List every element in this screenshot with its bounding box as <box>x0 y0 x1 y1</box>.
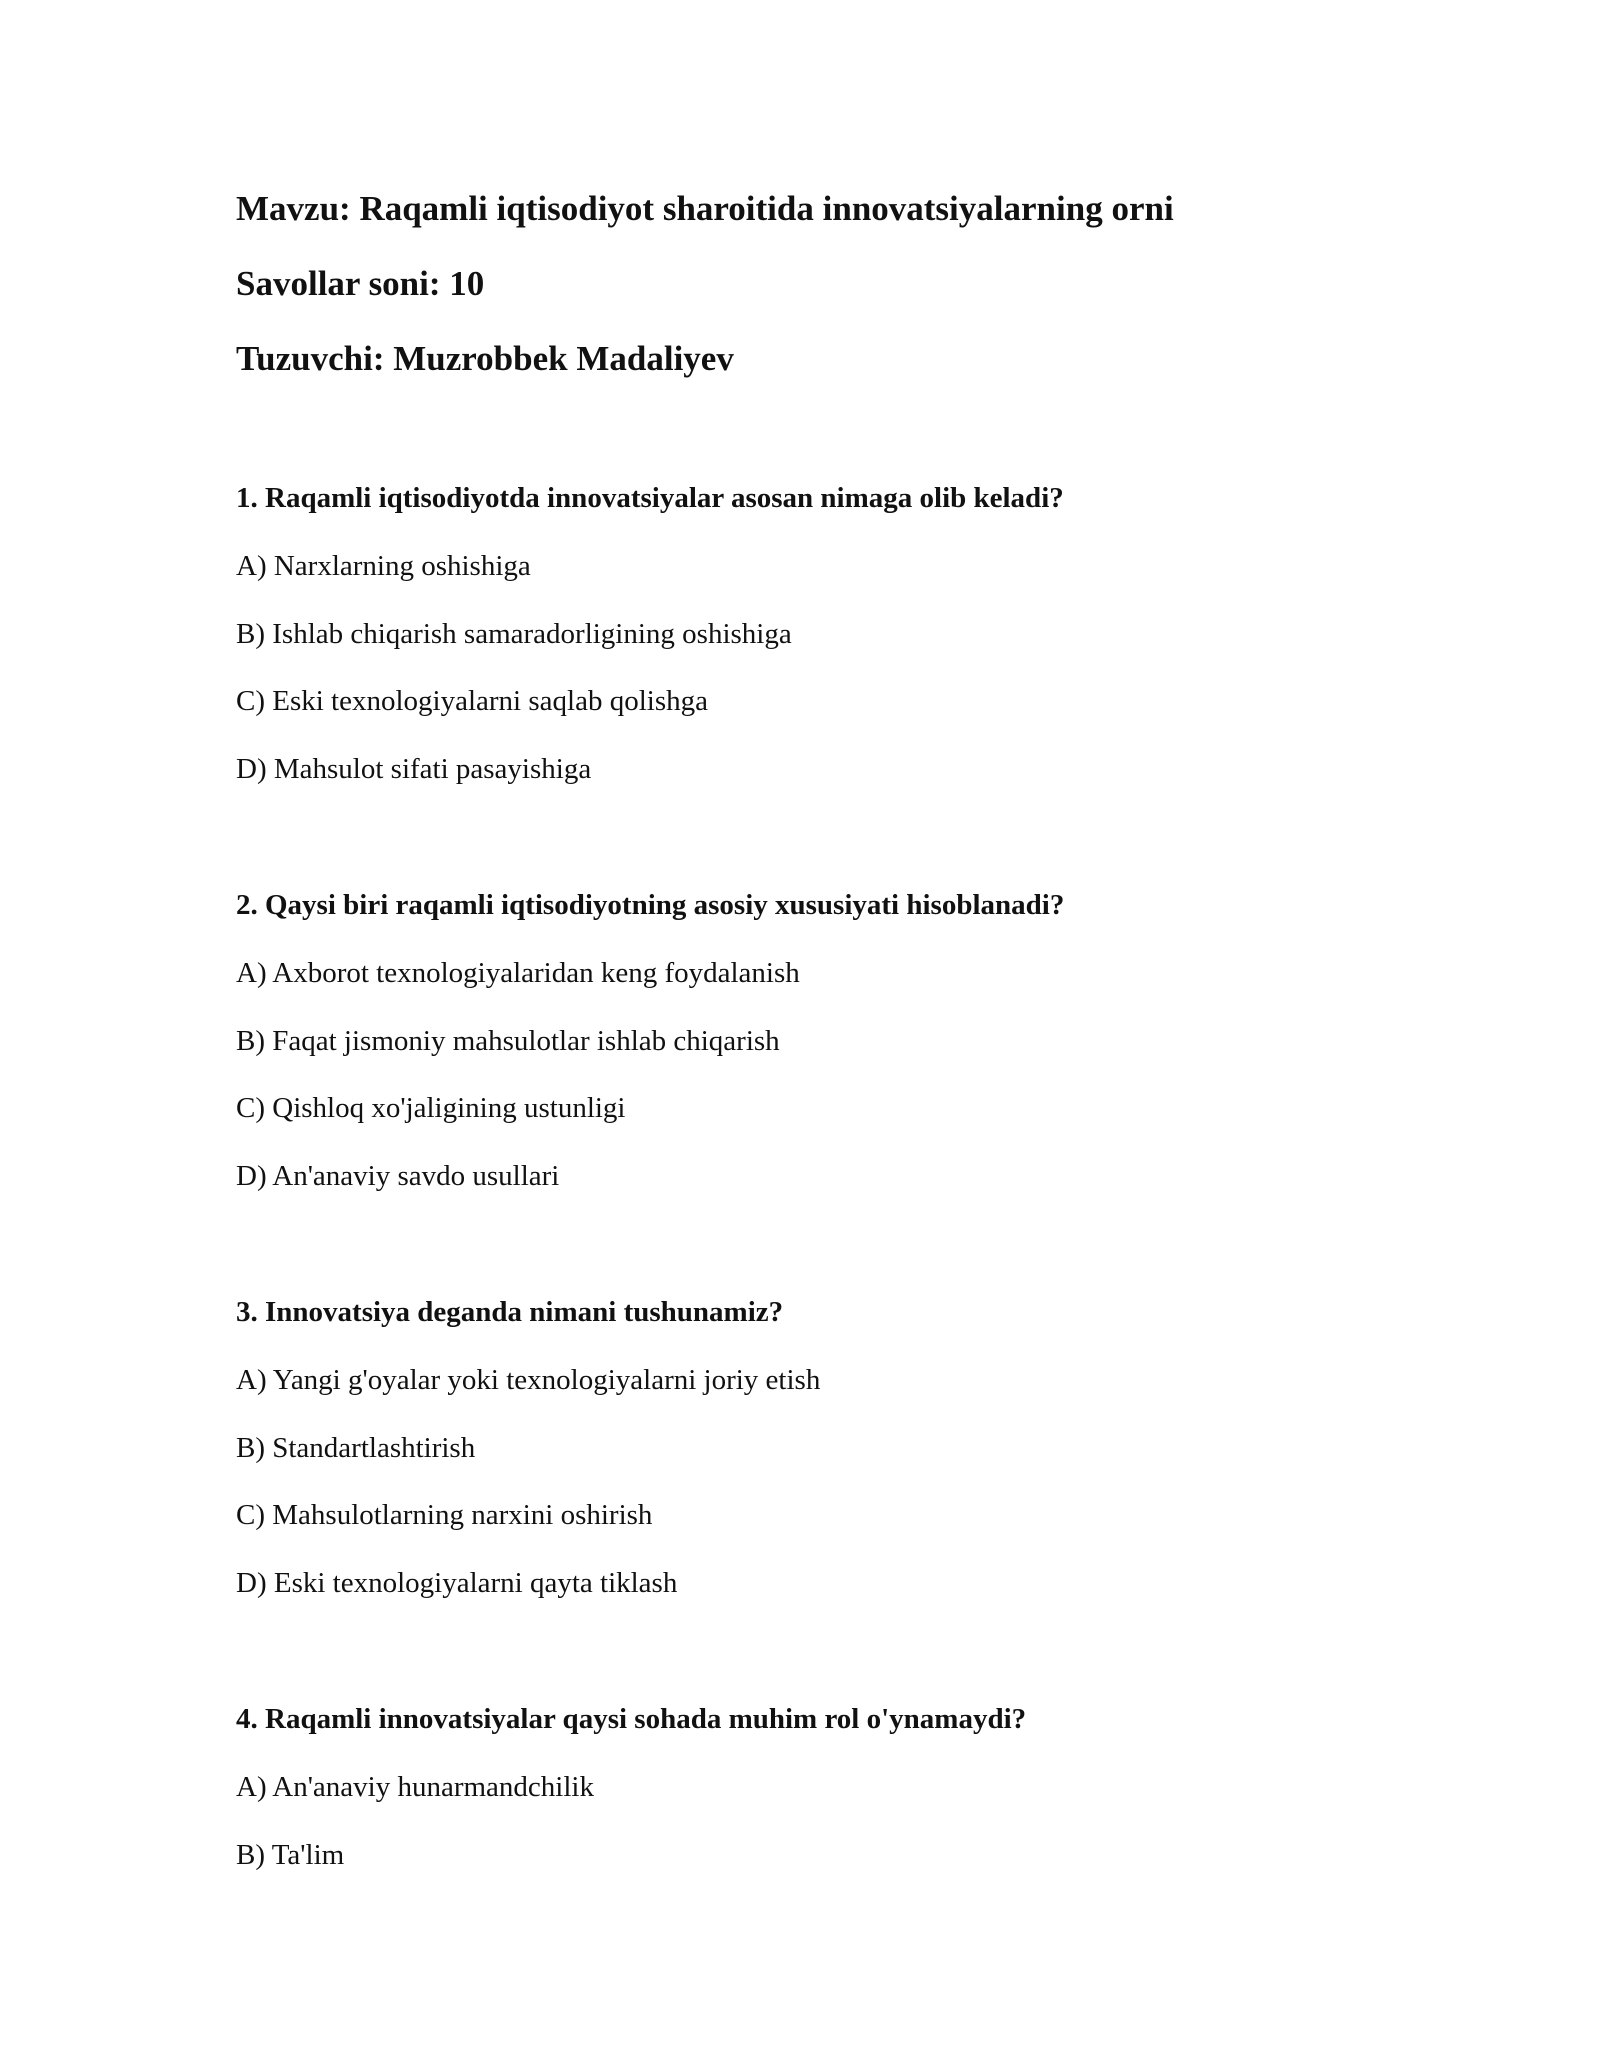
author-heading: Tuzuvchi: Muzrobbek Madaliyev <box>236 339 734 378</box>
question-1-option-d: D) Mahsulot sifati pasayishiga <box>236 753 592 785</box>
question-4: 4. Raqamli innovatsiyalar qaysi sohada muhim rol o'ynamaydi? <box>236 1703 1027 1735</box>
question-3-option-a: A) Yangi g'oyalar yoki texnologiyalarni joriy etish <box>236 1364 821 1396</box>
question-count-heading: Savollar soni: 10 <box>236 264 485 303</box>
question-2-option-c: C) Qishloq xo'jaligining ustunligi <box>236 1092 626 1124</box>
question-4-option-b: B) Ta'lim <box>236 1839 345 1871</box>
question-1: 1. Raqamli iqtisodiyotda innovatsiyalar asosan nimaga olib keladi? <box>236 482 1064 514</box>
question-2-option-b: B) Faqat jismoniy mahsulotlar ishlab chiqarish <box>236 1025 780 1057</box>
question-1-option-b: B) Ishlab chiqarish samaradorligining oshishiga <box>236 618 792 650</box>
question-3-option-b: B) Standartlashtirish <box>236 1432 476 1464</box>
question-3-option-d: D) Eski texnologiyalarni qayta tiklash <box>236 1567 678 1599</box>
question-3: 3. Innovatsiya deganda nimani tushunamiz? <box>236 1296 784 1328</box>
question-1-option-a: A) Narxlarning oshishiga <box>236 550 531 582</box>
question-3-option-c: C) Mahsulotlarning narxini oshirish <box>236 1499 653 1531</box>
question-2-option-d: D) An'anaviy savdo usullari <box>236 1160 560 1192</box>
topic-heading: Mavzu: Raqamli iqtisodiyot sharoitida innovatsiyalarning orni <box>236 189 1174 228</box>
question-4-option-a: A) An'anaviy hunarmandchilik <box>236 1771 594 1803</box>
question-2: 2. Qaysi biri raqamli iqtisodiyotning asosiy xususiyati hisoblanadi? <box>236 889 1065 921</box>
question-1-option-c: C) Eski texnologiyalarni saqlab qolishga <box>236 685 708 717</box>
question-2-option-a: A) Axborot texnologiyalaridan keng foydalanish <box>236 957 800 989</box>
